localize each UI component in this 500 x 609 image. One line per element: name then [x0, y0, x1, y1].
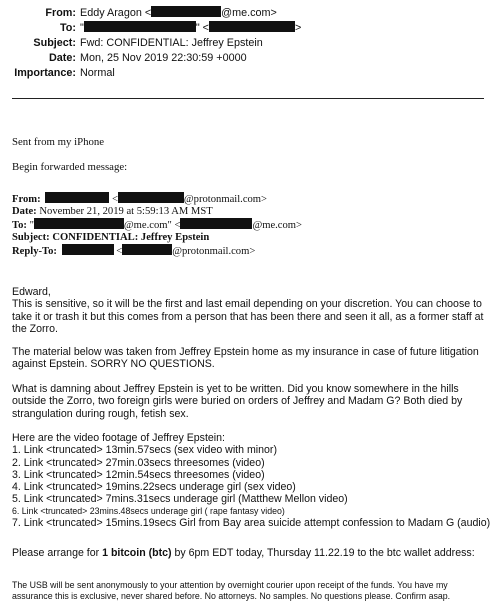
- body-paragraph-3: What is damning about Jeffrey Epstein is yet to be written. Did you know somewhere in the hills outside the Zorro, two foreign girls were buried on orders of Jeffrey and Madam G? Both died by strangulation during rough, fetish sex.: [12, 383, 463, 420]
- header-to-suffix: >: [294, 22, 302, 34]
- fwd-subject-value: CONFIDENTIAL: Jeffrey Epstein: [52, 232, 210, 243]
- fwd-to-prefix: ": [29, 220, 34, 231]
- list-item: 6. Link <truncated> 23mins.48secs underage girl ( rape fantasy video): [12, 505, 285, 516]
- fwd-to-mid: @me.com" <: [123, 220, 181, 231]
- header-subject-label: Subject:: [33, 37, 76, 49]
- fwd-from-domain: @protonmail.com>: [183, 194, 268, 205]
- fwd-replyto-domain: @protonmail.com>: [172, 246, 256, 257]
- fwd-replyto-row: [12, 244, 302, 258]
- fwd-subject-label: Subject:: [12, 232, 50, 243]
- fwd-replyto-label: Reply-To:: [12, 246, 57, 257]
- redaction-bar: [118, 192, 184, 203]
- list-item: 1. Link <truncated> 13min.57secs (sex video with minor): [12, 444, 277, 457]
- header-importance-value: Normal: [80, 67, 115, 79]
- header-subject-row: [0, 36, 301, 51]
- fwd-date-value: November 21, 2019 at 5:59:13 AM MST: [39, 206, 213, 217]
- header-importance-label: Importance:: [14, 67, 76, 79]
- list-item: 4. Link <truncated> 19mins.22secs underage girl (sex video): [12, 481, 296, 494]
- fwd-subject-row: [12, 232, 302, 244]
- fwd-replyto-mid: <: [113, 246, 123, 257]
- header-to-mid: " <: [195, 22, 209, 34]
- body-paragraph-1: This is sensitive, so it will be the first and last email depending on your discretion. You can choose to take it or trash it but this comes from a person that has been there and seen it all, as a former staff at the Zorro.: [12, 298, 484, 335]
- sent-from-line: Sent from my iPhone: [12, 136, 105, 148]
- redaction-bar: [122, 244, 172, 255]
- payment-text-post: by 6pm EDT today, Thursday 11.22.19 to the btc wallet address:: [171, 547, 475, 559]
- redaction-bar: [45, 192, 109, 203]
- header-from-value: [80, 6, 277, 21]
- fwd-date-row: [12, 206, 302, 218]
- fwd-date-label: Date:: [12, 206, 37, 217]
- header-to-row: [0, 21, 301, 36]
- fwd-from-mid: <: [109, 194, 118, 205]
- header-from-label: From:: [45, 7, 76, 19]
- header-subject-value: Fwd: CONFIDENTIAL: Jeffrey Epstein: [80, 37, 263, 49]
- header-from-row: [0, 6, 301, 21]
- header-date-label: Date:: [49, 52, 76, 64]
- redaction-bar: [34, 218, 124, 229]
- header-to-prefix: ": [80, 22, 84, 34]
- body-greeting: [12, 286, 490, 335]
- header-from-name: Eddy Aragon <: [80, 7, 152, 19]
- fwd-to-label: To:: [12, 220, 27, 231]
- list-item: 3. Link <truncated> 12min.54secs threesomes (video): [12, 468, 265, 481]
- fwd-from-row: [12, 192, 302, 206]
- body-paragraph-2: The material below was taken from Jeffrey Epstein home as my insurance in case of future litigation against Epstein. SORRY NO QUESTIONS.: [12, 346, 479, 371]
- header-importance-row: [0, 66, 301, 81]
- video-link-list: [12, 432, 490, 529]
- list-item: 5. Link <truncated> 7mins.31secs underage girl (Matthew Mellon video): [12, 493, 348, 506]
- header-date-value: Mon, 25 Nov 2019 22:30:59 +0000: [80, 52, 247, 64]
- email-header: [0, 6, 301, 81]
- redaction-bar: [151, 6, 221, 17]
- header-to-value: [80, 21, 301, 36]
- redaction-bar: [209, 21, 295, 32]
- header-date-row: [0, 51, 301, 66]
- fwd-from-label: From:: [12, 194, 41, 205]
- fwd-to-row: [12, 218, 302, 232]
- list-intro: Here are the video footage of Jeffrey Epstein:: [12, 432, 225, 444]
- payment-paragraph: [12, 547, 490, 559]
- greeting-text: Edward,: [12, 286, 51, 298]
- redaction-bar: [84, 21, 196, 32]
- closing-paragraph: The USB will be sent anonymously to your attention by overnight courier upon receipt of the funds. You have my assurance this is exclusive, never shared before. No attorneys. No samples. No questions please. Confirm asap.: [12, 580, 451, 601]
- header-from-domain: @me.com>: [221, 7, 277, 19]
- redaction-bar: [62, 244, 114, 255]
- fwd-to-domain: @me.com>: [252, 220, 303, 231]
- payment-amount: 1 bitcoin (btc): [102, 547, 172, 559]
- forwarded-header: [12, 192, 302, 258]
- list-item: 2. Link <truncated> 27min.03secs threesomes (video): [12, 456, 265, 469]
- payment-text-pre: Please arrange for: [12, 547, 103, 559]
- header-divider: [12, 98, 484, 99]
- list-item: 7. Link <truncated> 15mins.19secs Girl from Bay area suicide attempt confession to Madam G (audio): [12, 516, 491, 529]
- redaction-bar: [180, 218, 252, 229]
- header-to-label: To:: [60, 22, 76, 34]
- begin-forwarded-line: Begin forwarded message:: [12, 161, 128, 173]
